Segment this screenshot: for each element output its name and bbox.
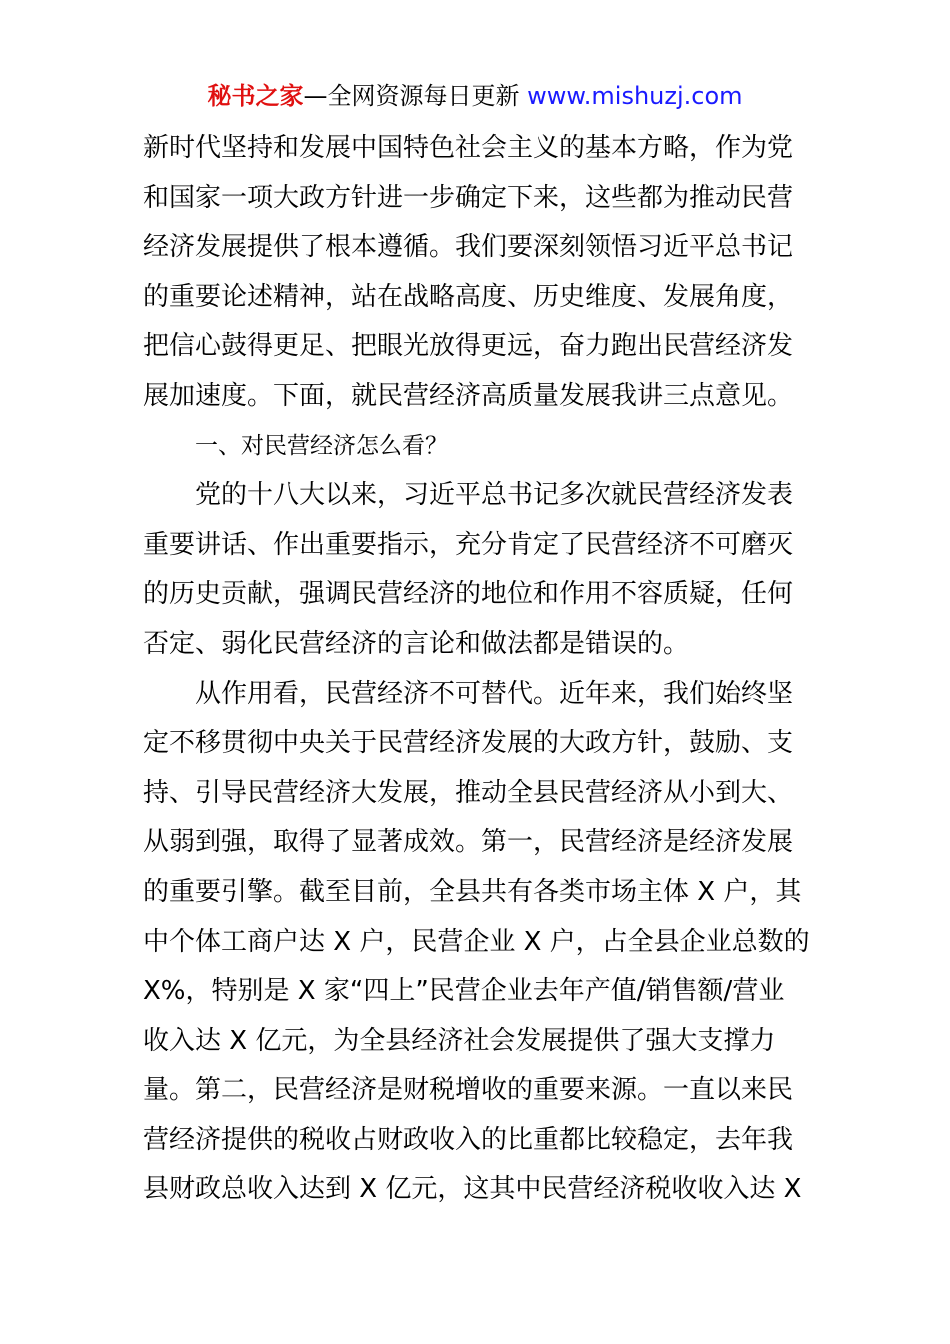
text-line: 量。第二，民营经济是财税增收的重要来源。一直以来民	[143, 1075, 794, 1106]
text-line: 收入达 X 亿元，为全县经济社会发展提供了强大支撑力	[143, 1025, 776, 1056]
text-line: 的重要引擎。截至目前，全县共有各类市场主体 X 户，其	[143, 876, 802, 907]
section-heading: 一、对民营经济怎么看？	[195, 432, 448, 459]
text-line: 从弱到强，取得了显著成效。第一，民营经济是经济发展	[143, 827, 794, 858]
text-line: 营经济提供的税收占财政收入的比重都比较稳定，去年我	[143, 1124, 794, 1155]
text-line: 的历史贡献，强调民营经济的地位和作用不容质疑，任何	[143, 579, 794, 610]
text-line: 和国家一项大政方针进一步确定下来，这些都为推动民营	[143, 182, 794, 213]
brand-name: 秘书之家	[207, 82, 304, 110]
text-line: 展加速度。下面，就民营经济高质量发展我讲三点意见。	[143, 380, 794, 411]
document-body	[143, 124, 811, 1215]
text-line: 从作用看，民营经济不可替代。近年来，我们始终坚	[195, 678, 794, 709]
site-url[interactable]: www.mishuzj.com	[527, 82, 743, 110]
text-line: 经济发展提供了根本遵循。我们要深刻领悟习近平总书记	[143, 232, 794, 263]
text-line: 的重要论述精神，站在战略高度、历史维度、发展角度，	[143, 281, 794, 312]
text-line: X%，特别是 X 家“四上”民营企业去年产值/销售额/营业	[143, 976, 785, 1007]
text-line: 新时代坚持和发展中国特色社会主义的基本方略，作为党	[143, 133, 794, 163]
text-line: 否定、弱化民营经济的言论和做法都是错误的。	[143, 628, 690, 659]
text-line: 定不移贯彻中央关于民营经济发展的大政方针，鼓励、支	[143, 728, 794, 759]
text-line: 重要讲话、作出重要指示，充分肯定了民营经济不可磨灭	[143, 529, 794, 560]
text-line: 持、引导民营经济大发展，推动全县民营经济从小到大、	[143, 777, 794, 808]
page-header	[0, 80, 950, 112]
text-line: 县财政总收入达到 X 亿元，这其中民营经济税收收入达 X	[143, 1174, 802, 1205]
text-line: 党的十八大以来，习近平总书记多次就民营经济发表	[195, 480, 794, 511]
text-line: 把信心鼓得更足、把眼光放得更远，奋力跑出民营经济发	[143, 331, 794, 362]
text-line: 中个体工商户达 X 户，民营企业 X 户，占全县企业总数的	[143, 926, 810, 957]
header-tagline: —全网资源每日更新	[303, 82, 520, 110]
